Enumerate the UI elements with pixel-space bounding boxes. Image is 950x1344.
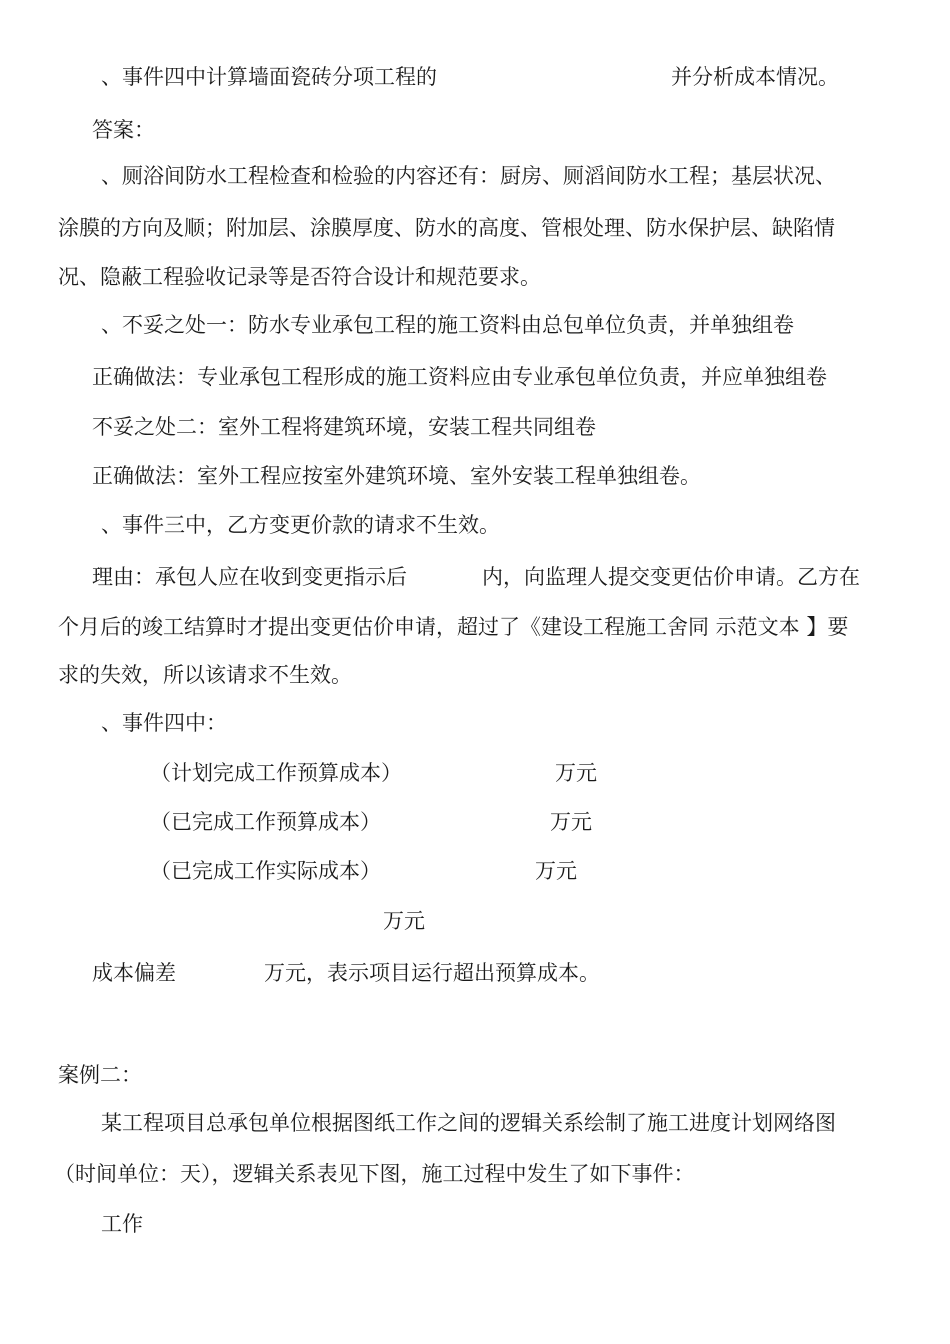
answer-heading: 答案： [92, 118, 155, 142]
paragraph-line: 某工程项目总承包单位根据图纸工作之间的逻辑关系绘制了施工进度计划网络图 [101, 1111, 836, 1135]
cost-label: （已完成工作实际成本） [150, 859, 381, 883]
cost-deviation-label: 成本偏差 [92, 961, 176, 985]
paragraph-line: 况、隐蔽工程验收记录等是否符合设计和规范要求。 [58, 265, 541, 289]
cost-unit: 万元 [535, 859, 577, 883]
cost-label: （计划完成工作预算成本） [150, 761, 402, 785]
question-line-end: 并分析成本情况。 [671, 65, 839, 89]
paragraph-line: 、不妥之处一：防水专业承包工程的施工资料由总包单位负责，并单独组卷 [101, 313, 794, 337]
cost-label: （已完成工作预算成本） [150, 810, 381, 834]
paragraph-line: 正确做法：室外工程应按室外建筑环境、室外安装工程单独组卷。 [92, 464, 701, 488]
table-header-cell: 工作 [101, 1212, 143, 1236]
paragraph-line-end: 内，向监理人提交变更估价申请。乙方在 [482, 565, 860, 589]
cost-unit: 万元 [555, 761, 597, 785]
cost-deviation-text: 万元，表示项目运行超出预算成本。 [264, 961, 600, 985]
paragraph-line: 、事件四中： [101, 711, 227, 735]
paragraph-line: 、事件三中，乙方变更价款的请求不生效。 [101, 513, 500, 537]
paragraph-line: 正确做法：专业承包工程形成的施工资料应由专业承包单位负责，并应单独组卷 [92, 365, 827, 389]
paragraph-line: 、厕浴间防水工程检查和检验的内容还有：厨房、厕滔间防水工程；基层状况、 [101, 164, 836, 188]
paragraph-line: 求的失效，所以该请求不生效。 [58, 663, 352, 687]
question-line: 、事件四中计算墙面瓷砖分项工程的 [101, 65, 437, 89]
paragraph-line: （时间单位：天），逻辑关系表见下图，施工过程中发生了如下事件： [54, 1162, 695, 1186]
paragraph-line: 理由：承包人应在收到变更指示后 [92, 565, 407, 589]
cost-unit: 万元 [550, 810, 592, 834]
paragraph-line: 个月后的竣工结算时才提出变更估价申请，超过了《建设工程施工舍同 示范文本 】要 [58, 615, 849, 639]
paragraph-line: 涂膜的方向及顺；附加层、涂膜厚度、防水的高度、管根处理、防水保护层、缺陷情 [58, 216, 835, 240]
cost-unit: 万元 [383, 909, 425, 933]
case-heading: 案例二： [58, 1063, 142, 1087]
paragraph-line: 不妥之处二：室外工程将建筑环境，安装工程共同组卷 [92, 415, 596, 439]
